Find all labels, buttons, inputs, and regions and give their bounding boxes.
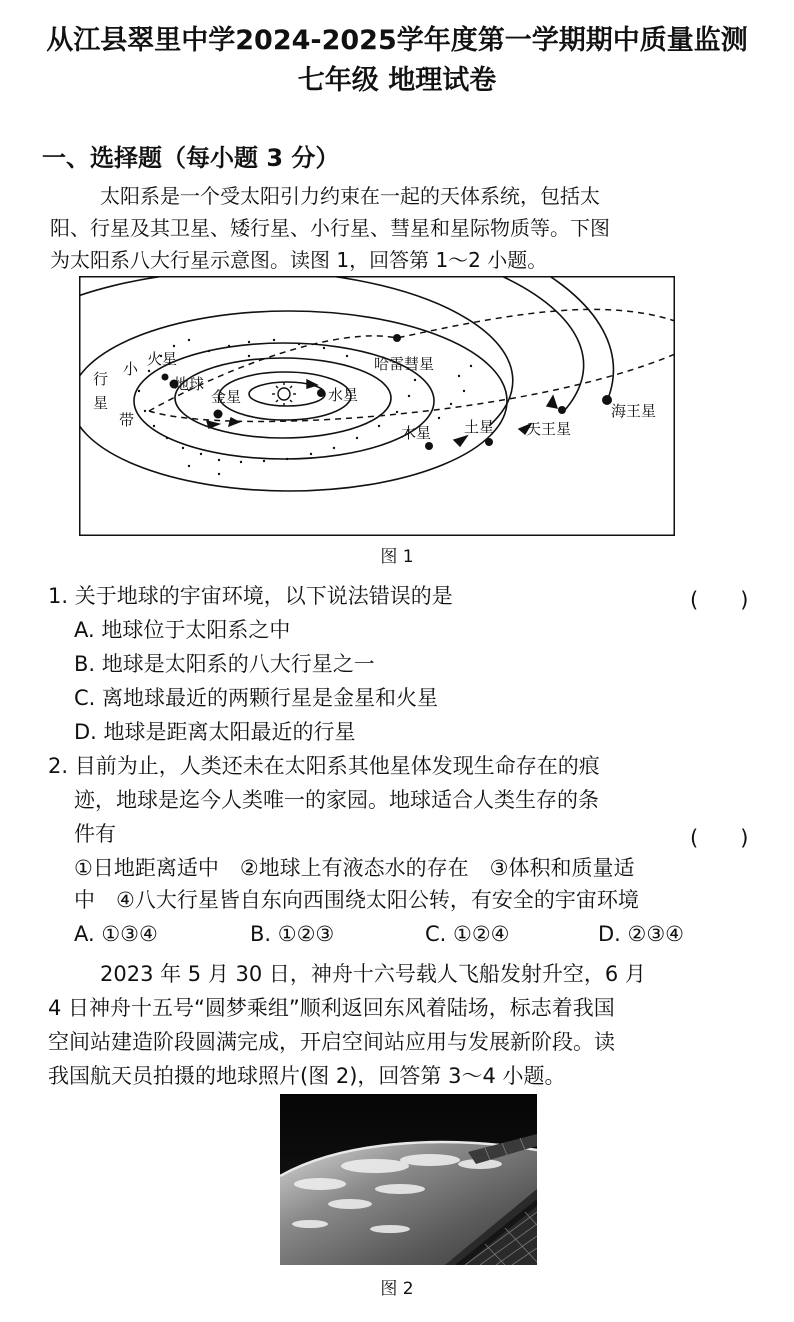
label-jupiter: 木星 bbox=[401, 424, 432, 442]
earth-photo bbox=[280, 1094, 537, 1265]
q2-statements-line1: ①日地距离适中 ②地球上有液态水的存在 ③体积和质量适 bbox=[74, 856, 635, 880]
label-uranus: 天王星 bbox=[526, 420, 572, 438]
q2-option-b: B. ①②③ bbox=[250, 922, 335, 946]
label-venus: 金星 bbox=[211, 388, 242, 406]
label-mercury: 水星 bbox=[328, 386, 359, 404]
q2-answer-paren: ( ) bbox=[690, 826, 749, 850]
intro2-line3: 空间站建造阶段圆满完成，开启空间站应用与发展新阶段。读 bbox=[48, 1030, 615, 1054]
exam-subtitle: 七年级 地理试卷 bbox=[297, 65, 497, 96]
label-belt-4: 带 bbox=[119, 411, 135, 429]
q2-stem-line3: 件有 bbox=[74, 822, 116, 846]
q2-stem-line1: 2. 目前为止，人类还未在太阳系其他星体发现生命存在的痕 bbox=[48, 754, 600, 778]
section-title: 一、选择题（每小题 3 分） bbox=[42, 144, 340, 172]
intro2-line2: 4 日神舟十五号“圆梦乘组”顺利返回东风着陆场，标志着我国 bbox=[48, 996, 615, 1020]
venus-dot bbox=[214, 410, 223, 419]
q2-option-c: C. ①②④ bbox=[425, 922, 510, 946]
exam-title: 从江县翠里中学2024-2025学年度第一学期期中质量监测 bbox=[46, 25, 748, 56]
q1-option-d: D. 地球是距离太阳最近的行星 bbox=[74, 720, 356, 744]
uranus-dot bbox=[558, 406, 566, 414]
intro1-line1: 太阳系是一个受太阳引力约束在一起的天体系统，包括太 bbox=[100, 184, 600, 208]
figure-frame bbox=[80, 277, 675, 536]
intro2-line1: 2023 年 5 月 30 日，神舟十六号载人飞船发射升空，6 月 bbox=[100, 962, 646, 986]
mercury-dot bbox=[317, 389, 325, 397]
label-saturn: 土星 bbox=[464, 418, 495, 436]
q2-stem-line2: 迹，地球是迄今人类唯一的家园。地球适合人类生存的条 bbox=[74, 788, 599, 812]
q1-answer-paren: ( ) bbox=[690, 588, 749, 612]
intro2-line4: 我国航天员拍摄的地球照片(图 2)，回答第 3～4 小题。 bbox=[48, 1064, 566, 1088]
figure1-caption: 图 1 bbox=[380, 547, 414, 567]
label-belt-3: 小 bbox=[123, 360, 139, 378]
label-earth: 地球 bbox=[174, 375, 205, 393]
q1-stem: 1. 关于地球的宇宙环境，以下说法错误的是 bbox=[48, 584, 453, 608]
label-neptune: 海王星 bbox=[611, 402, 657, 420]
mars-dot bbox=[162, 374, 169, 381]
jupiter-dot bbox=[425, 442, 433, 450]
saturn-dot bbox=[485, 438, 493, 446]
label-mars: 火星 bbox=[147, 350, 178, 368]
label-belt-1: 行 bbox=[93, 370, 109, 388]
q1-option-b: B. 地球是太阳系的八大行星之一 bbox=[74, 652, 375, 676]
q1-option-a: A. 地球位于太阳系之中 bbox=[74, 618, 291, 642]
q2-option-a: A. ①③④ bbox=[74, 922, 158, 946]
q1-option-c: C. 离地球最近的两颗行星是金星和火星 bbox=[74, 686, 439, 710]
q2-option-d: D. ②③④ bbox=[598, 922, 684, 946]
q2-statements-line2: 中 ④八大行星皆自东向西围绕太阳公转，有安全的宇宙环境 bbox=[74, 888, 639, 912]
figure2-caption: 图 2 bbox=[380, 1279, 414, 1299]
label-belt-2: 星 bbox=[93, 394, 109, 412]
solar-system-diagram bbox=[79, 276, 675, 536]
intro1-line3: 为太阳系八大行星示意图。读图 1，回答第 1～2 小题。 bbox=[50, 248, 548, 272]
intro1-line2: 阳、行星及其卫星、矮行星、小行星、彗星和星际物质等。下图 bbox=[50, 216, 610, 240]
label-halley: 哈雷彗星 bbox=[374, 355, 435, 373]
halley-dot bbox=[393, 334, 401, 342]
